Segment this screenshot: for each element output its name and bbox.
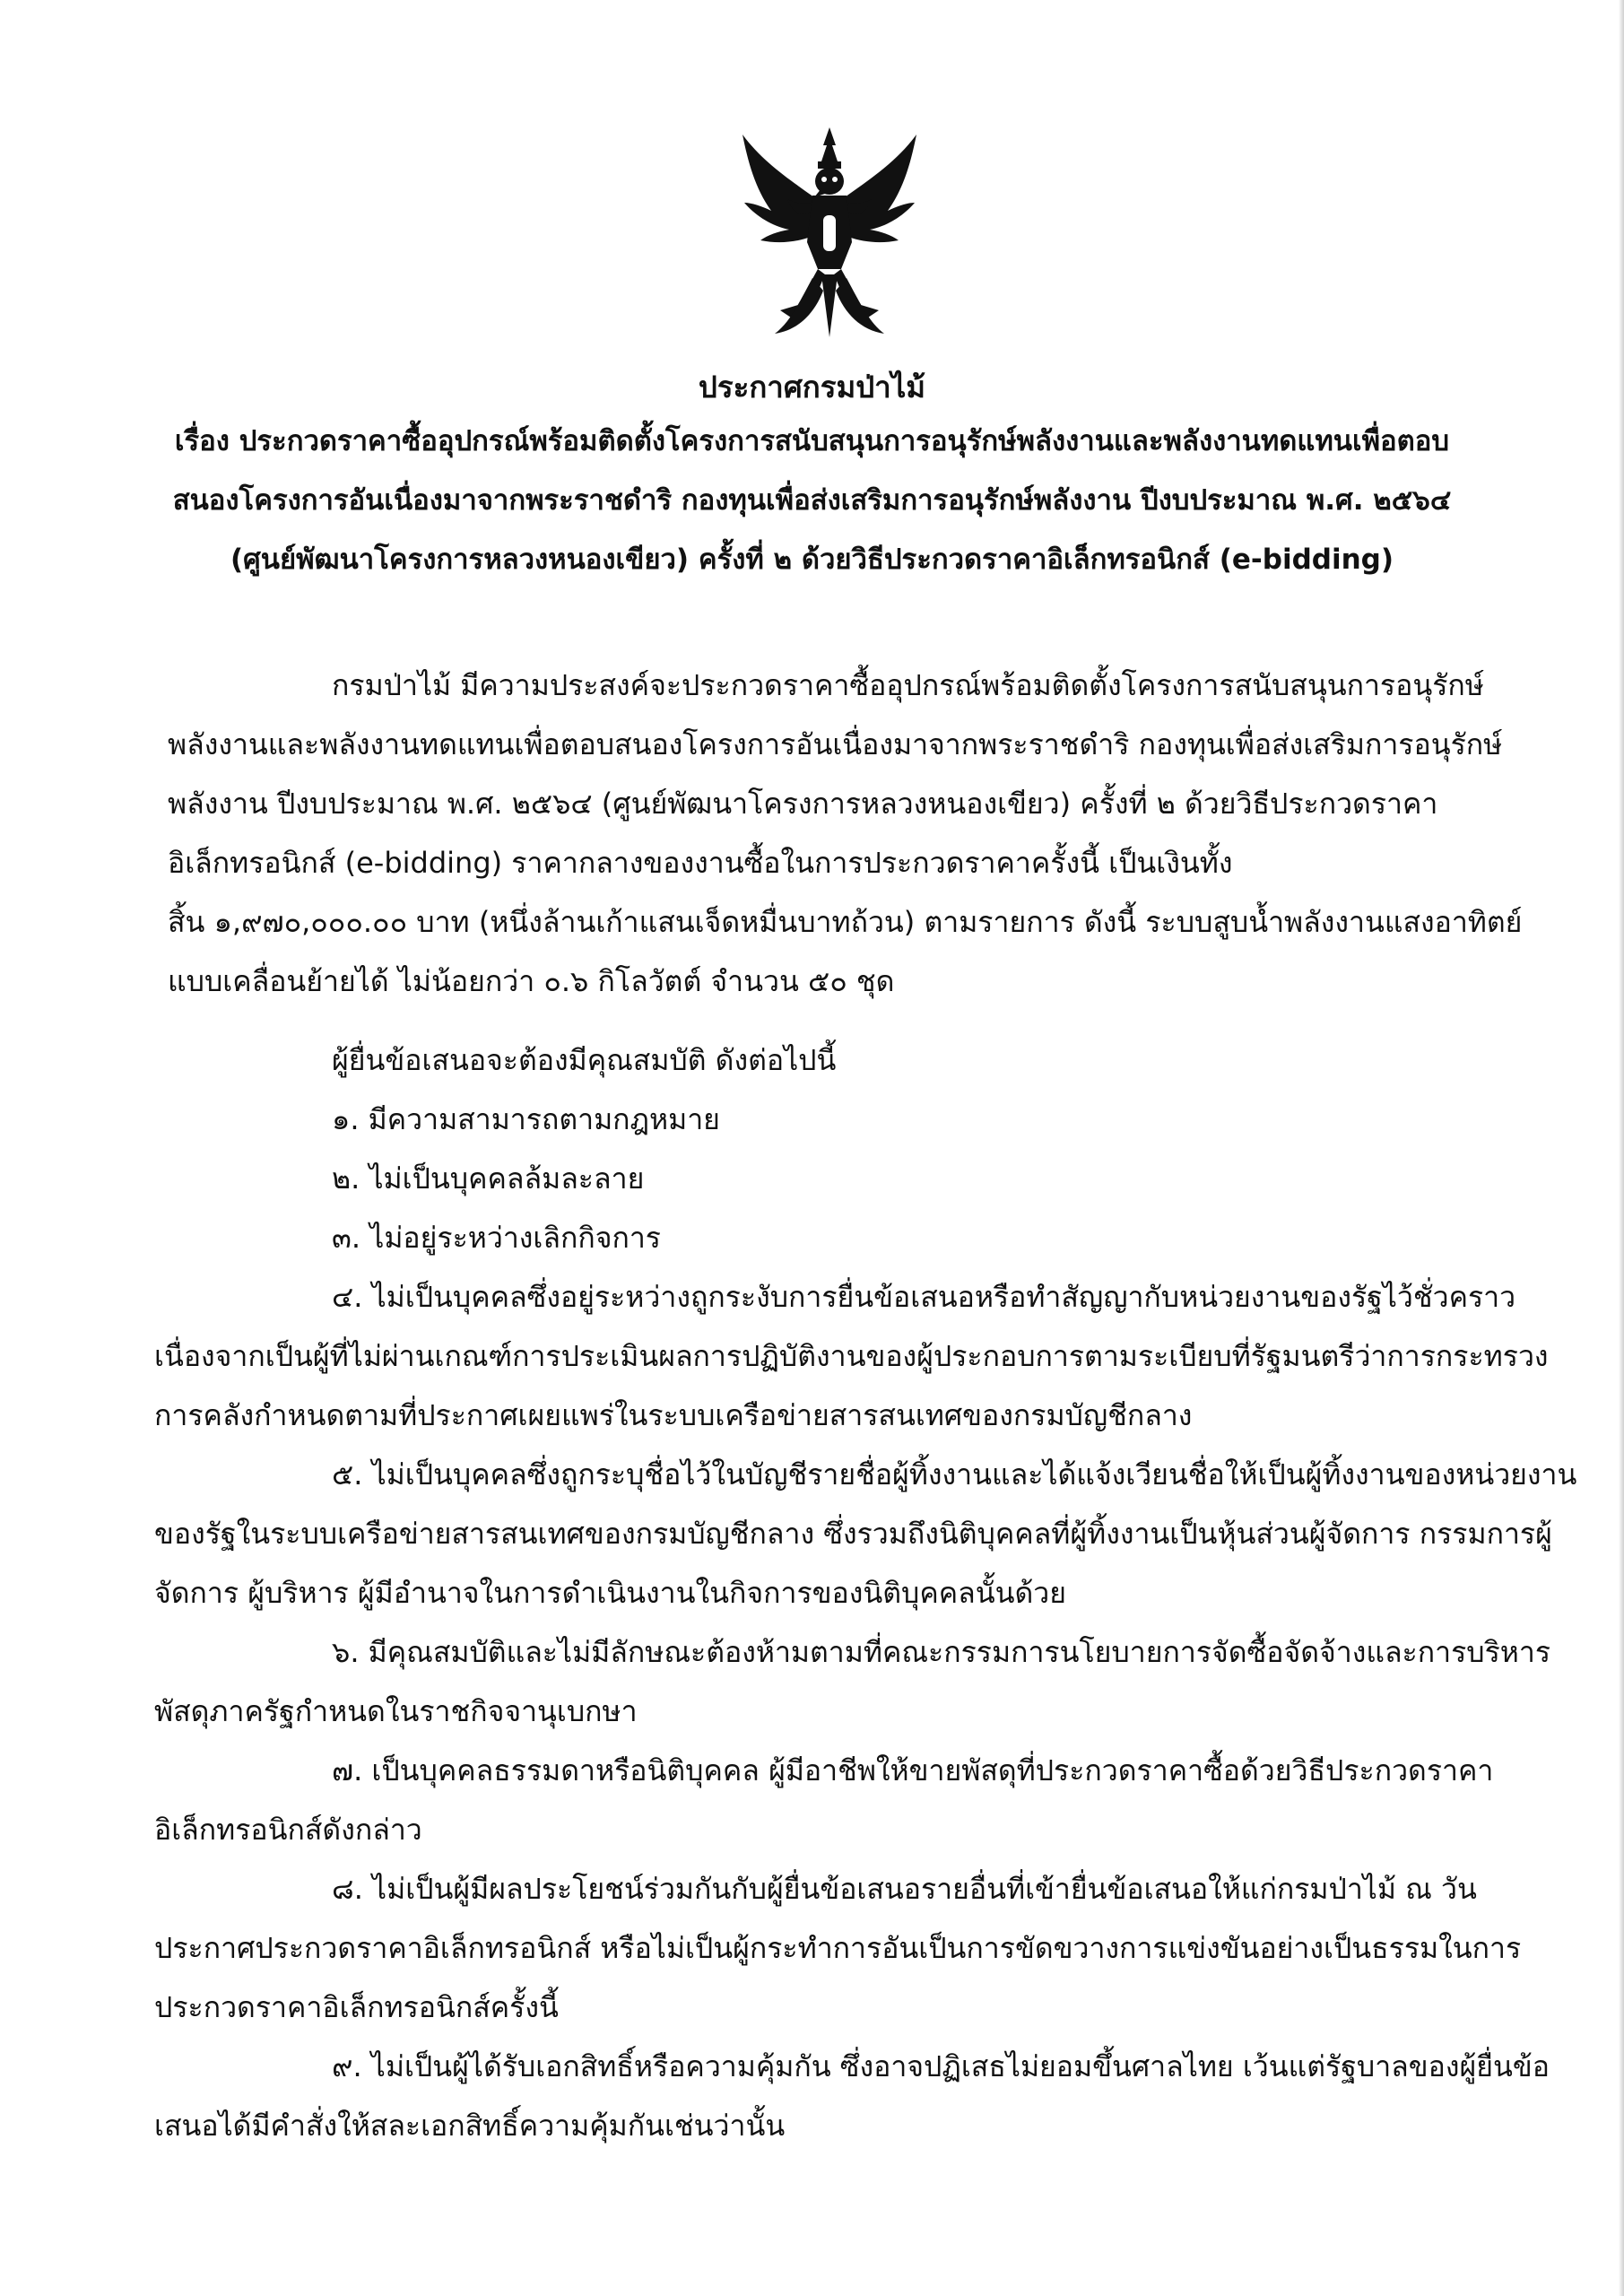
subject-line-1: เรื่อง ประกวดราคาซื้ออุปกรณ์พร้อมติดตั้งโครงการสนับสนุนการอนุรักษ์พลังงานและพลังงานทดแทนเพื่อตอบ xyxy=(174,425,1450,457)
qualification-line-6: การคลังกำหนดตามที่ประกาศเผยแพร่ในระบบเครือข่ายสารสนเทศของกรมบัญชีกลาง xyxy=(154,1398,1193,1432)
qualification-line-2: ๒. ไม่เป็นบุคคลล้มละลาย xyxy=(332,1161,645,1196)
subject-line-2: สนองโครงการอันเนื่องมาจากพระราชดำริ กองทุนเพื่อส่งเสริมการอนุรักษ์พลังงาน ปีงบประมาณ พ.ศ. ๒๕๖๔ xyxy=(172,484,1452,517)
qualification-line-17: ๙. ไม่เป็นผู้ได้รับเอกสิทธิ์หรือความคุ้มกัน ซึ่งอาจปฏิเสธไม่ยอมขึ้นศาลไทย เว้นแต่รัฐบาลของผู้ยื่นข้อ xyxy=(332,2049,1550,2083)
intro-line-6: แบบเคลื่อนย้ายได้ ไม่น้อยกว่า ๐.๖ กิโลวัตต์ จำนวน ๕๐ ชุด xyxy=(168,964,895,998)
qualification-line-15: ประกาศประกวดราคาอิเล็กทรอนิกส์ หรือไม่เป็นผู้กระทำการอันเป็นการขัดขวางการแข่งขันอย่างเป็นธรรมในการ xyxy=(154,1931,1522,1965)
qualification-line-13: อิเล็กทรอนิกส์ดังกล่าว xyxy=(154,1813,422,1847)
qualification-line-16: ประกวดราคาอิเล็กทรอนิกส์ครั้งนี้ xyxy=(154,1990,559,2024)
page-title: ประกาศกรมป่าไม้ xyxy=(698,370,926,404)
qualifications-heading: ผู้ยื่นข้อเสนอจะต้องมีคุณสมบัติ ดังต่อไปนี้ xyxy=(332,1043,837,1077)
qualification-line-1: ๑. มีความสามารถตามกฎหมาย xyxy=(332,1102,720,1136)
intro-line-5: สิ้น ๑,๙๗๐,๐๐๐.๐๐ บาท (หนึ่งล้านเก้าแสนเจ็ดหมื่นบาทถ้วน) ตามรายการ ดังนี้ ระบบสูบน้ำพลังงานแสงอาทิตย์ xyxy=(168,905,1523,939)
intro-line-4: อิเล็กทรอนิกส์ (e-bidding) ราคากลางของงานซื้อในการประกวดราคาครั้งนี้ เป็นเงินทั้ง xyxy=(168,846,1233,880)
qualification-line-3: ๓. ไม่อยู่ระหว่างเลิกกิจการ xyxy=(332,1221,661,1255)
qualification-line-7: ๕. ไม่เป็นบุคคลซึ่งถูกระบุชื่อไว้ในบัญชีรายชื่อผู้ทิ้งงานและได้แจ้งเวียนชื่อให้เป็นผู้ทิ้งงานของหน่วยงาน xyxy=(332,1457,1577,1492)
qualification-line-11: พัสดุภาครัฐกำหนดในราชกิจจานุเบกษา xyxy=(154,1694,638,1728)
qualification-line-12: ๗. เป็นบุคคลธรรมดาหรือนิติบุคคล ผู้มีอาชีพให้ขายพัสดุที่ประกวดราคาซื้อด้วยวิธีประกวดราคา xyxy=(332,1753,1494,1787)
intro-line-3: พลังงาน ปีงบประมาณ พ.ศ. ๒๕๖๔ (ศูนย์พัฒนาโครงการหลวงหนองเขียว) ครั้งที่ ๒ ด้วยวิธีประกวดราคา xyxy=(168,787,1438,821)
intro-line-1: กรมป่าไม้ มีความประสงค์จะประกวดราคาซื้ออุปกรณ์พร้อมติดตั้งโครงการสนับสนุนการอนุรักษ์ xyxy=(332,668,1484,702)
garuda-emblem-icon xyxy=(735,126,924,341)
qualification-line-5: เนื่องจากเป็นผู้ที่ไม่ผ่านเกณฑ์การประเมินผลการปฏิบัติงานของผู้ประกอบการตามระเบียบที่รัฐมนตรีว่าการกระทรวง xyxy=(154,1339,1549,1373)
qualification-line-10: ๖. มีคุณสมบัติและไม่มีลักษณะต้องห้ามตามที่คณะกรรมการนโยบายการจัดซื้อจัดจ้างและการบริหาร xyxy=(332,1635,1551,1669)
scan-edge-shadow xyxy=(1619,0,1624,2296)
qualification-line-18: เสนอได้มีคำสั่งให้สละเอกสิทธิ์ความคุ้มกันเช่นว่านั้น xyxy=(154,2109,786,2143)
subject-line-3: (ศูนย์พัฒนาโครงการหลวงหนองเขียว) ครั้งที่ ๒ ด้วยวิธีประกวดราคาอิเล็กทรอนิกส์ (e-bidding) xyxy=(230,544,1394,576)
qualification-line-14: ๘. ไม่เป็นผู้มีผลประโยชน์ร่วมกันกับผู้ยื่นข้อเสนอรายอื่นที่เข้ายื่นข้อเสนอให้แก่กรมป่าไม้ ณ วัน xyxy=(332,1872,1477,1906)
intro-line-2: พลังงานและพลังงานทดแทนเพื่อตอบสนองโครงการอันเนื่องมาจากพระราชดำริ กองทุนเพื่อส่งเสริมการอนุรักษ์ xyxy=(168,727,1503,761)
qualification-line-8: ของรัฐในระบบเครือข่ายสารสนเทศของกรมบัญชีกลาง ซึ่งรวมถึงนิติบุคคลที่ผู้ทิ้งงานเป็นหุ้นส่วนผู้จัดการ กรรมการผู้ xyxy=(154,1517,1552,1551)
qualification-line-4: ๔. ไม่เป็นบุคคลซึ่งอยู่ระหว่างถูกระงับการยื่นข้อเสนอหรือทำสัญญากับหน่วยงานของรัฐไว้ชั่วคราว xyxy=(332,1280,1516,1314)
qualification-line-9: จัดการ ผู้บริหาร ผู้มีอำนาจในการดำเนินงานในกิจการของนิติบุคคลนั้นด้วย xyxy=(154,1576,1066,1610)
